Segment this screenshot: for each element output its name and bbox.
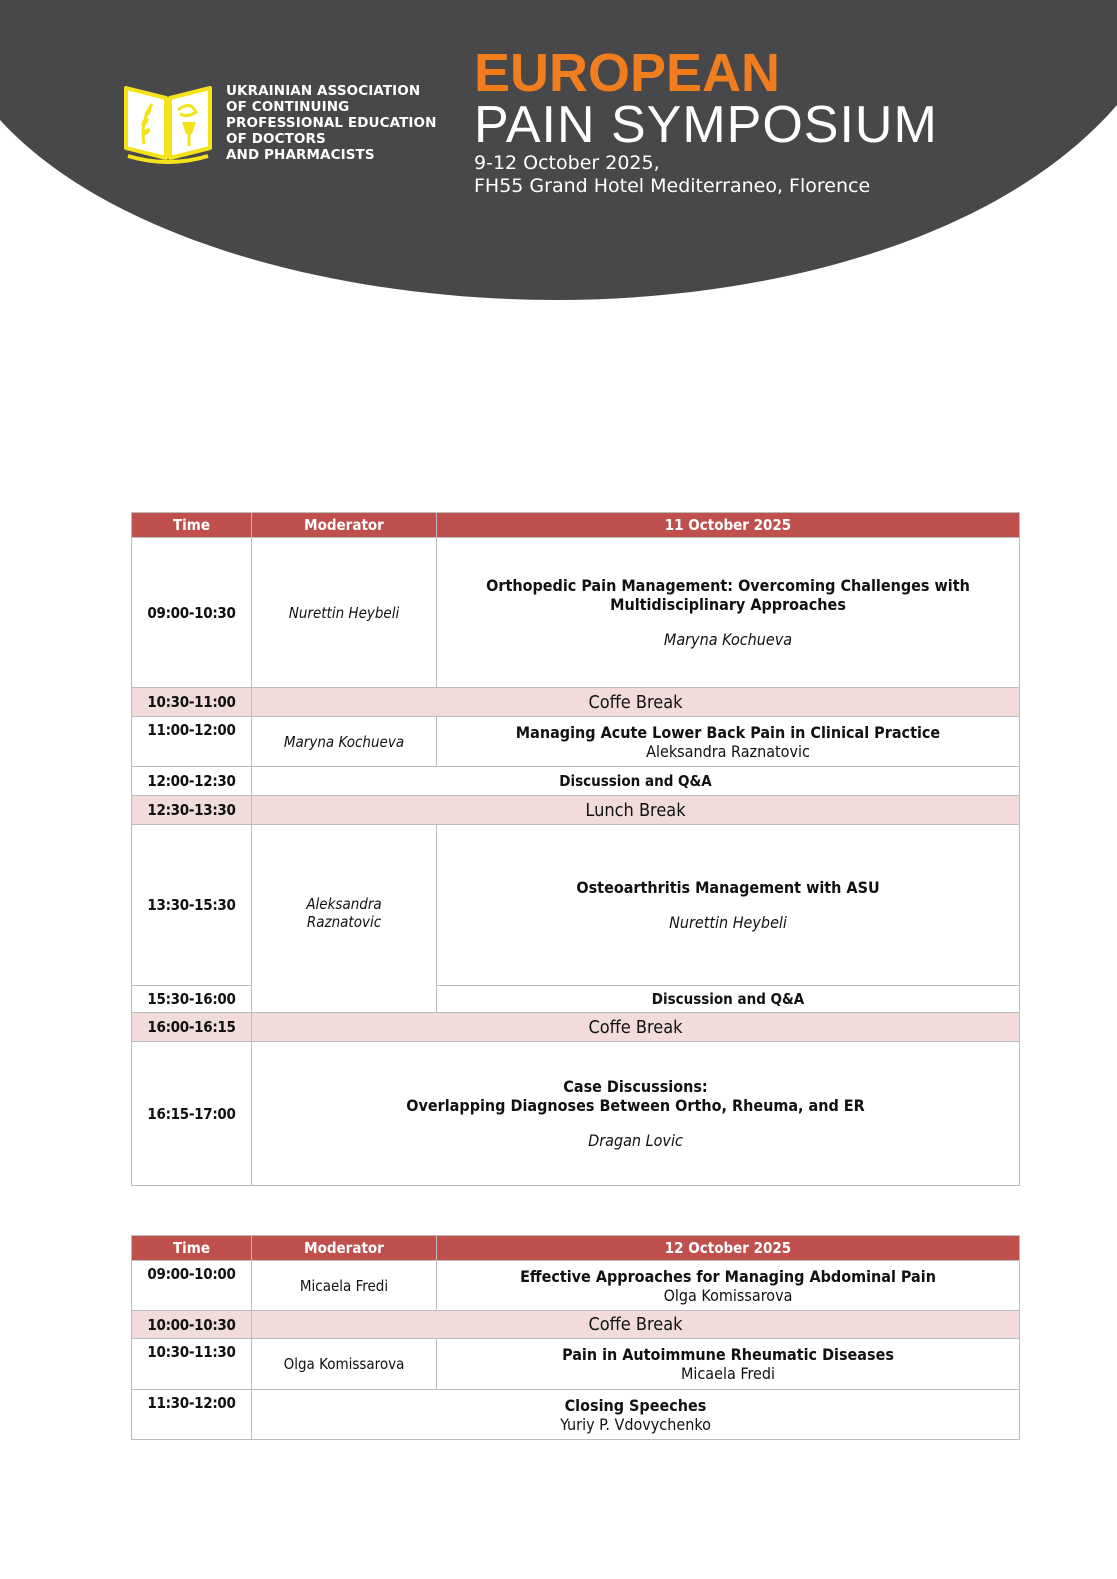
table-row [132,1013,1020,1042]
break-label: Coffe Break [252,688,1020,717]
session-time: 12:00-12:30 [132,767,252,796]
schedule-table-day1 [131,512,1020,1186]
event-dates: 9-12 October 2025, [474,152,660,174]
event-title-european: EUROPEAN [474,43,781,103]
break-label: Coffe Break [252,1013,1020,1042]
table-row [132,825,1020,986]
session-content [252,1390,1020,1440]
session-time: 09:00-10:30 [132,538,252,688]
table-header-row [132,513,1020,538]
session-content [437,825,1020,986]
session-title: Osteoarthritis Management with ASU [576,878,880,897]
org-name-line: OF DOCTORS [226,131,326,147]
moderator-line: Raznatovic [306,913,382,931]
session-time: 16:00-16:15 [132,1013,252,1042]
organization-name [226,83,437,163]
session-speaker: Micaela Fredi [680,1364,776,1383]
session-title: Effective Approaches for Managing Abdominal Pain [520,1266,936,1286]
session-time: 09:00-10:00 [132,1261,252,1311]
schedule-table-day2 [131,1235,1020,1440]
organization-block [122,82,437,164]
break-label: Lunch Break [252,796,1020,825]
session-moderator [252,825,437,1013]
table-row [132,688,1020,717]
column-header-time: Time [132,513,252,538]
table-row [132,1311,1020,1339]
session-speaker: Yuriy P. Vdovychenko [560,1414,711,1434]
session-title: Pain in Autoimmune Rheumatic Diseases [562,1345,894,1364]
column-header-moderator: Moderator [252,1236,437,1261]
column-header-date: 11 October 2025 [437,513,1020,538]
org-name-line: UKRAINIAN ASSOCIATION [226,83,421,99]
table-row [132,796,1020,825]
session-content [252,1042,1020,1186]
table-row [132,1042,1020,1186]
session-moderator: Maryna Kochueva [252,717,437,767]
session-title: Closing Speeches [564,1395,707,1415]
session-title-line: Multidisciplinary Approaches [610,595,846,614]
org-name-line: OF CONTINUING [226,99,350,115]
column-header-moderator: Moderator [252,513,437,538]
session-time: 15:30-16:00 [132,986,252,1013]
table-row [132,717,1020,767]
association-logo-icon [122,82,214,164]
session-time: 10:00-10:30 [132,1311,252,1339]
session-title-line: Overlapping Diagnoses Between Ortho, Rheuma, and ER [406,1096,865,1115]
table-row [132,1261,1020,1311]
table-header-row [132,1236,1020,1261]
session-title-line: Orthopedic Pain Management: Overcoming Challenges with [486,576,970,595]
event-title-block [474,43,938,198]
session-moderator: Micaela Fredi [252,1261,437,1311]
session-time: 13:30-15:30 [132,825,252,986]
session-time: 16:15-17:00 [132,1042,252,1186]
session-speaker: Olga Komissarova [663,1285,793,1305]
session-content [437,1261,1020,1311]
table-row [132,767,1020,796]
event-venue: FH55 Grand Hotel Mediterraneo, Florence [474,175,871,197]
session-title: Managing Acute Lower Back Pain in Clinical Practice [515,722,941,742]
table-row [132,538,1020,688]
session-time: 12:30-13:30 [132,796,252,825]
break-label: Coffe Break [252,1311,1020,1339]
discussion-label: Discussion and Q&A [437,986,1020,1013]
column-header-time: Time [132,1236,252,1261]
session-speaker: Dragan Lovic [588,1131,683,1150]
session-time: 10:30-11:30 [132,1339,252,1390]
session-time: 11:00-12:00 [132,717,252,767]
session-content [437,717,1020,767]
table-row [132,1390,1020,1440]
session-speaker: Aleksandra Raznatovic [646,741,810,761]
discussion-label: Discussion and Q&A [252,767,1020,796]
session-moderator: Nurettin Heybeli [252,538,437,688]
org-name-line: PROFESSIONAL EDUCATION [226,115,437,131]
org-name-line: AND PHARMACISTS [226,147,375,163]
session-speaker: Maryna Kochueva [663,630,793,649]
table-row [132,1339,1020,1390]
session-content [437,538,1020,688]
column-header-date: 12 October 2025 [437,1236,1020,1261]
session-time: 10:30-11:00 [132,688,252,717]
event-title-pain-symposium: PAIN SYMPOSIUM [474,96,938,154]
session-moderator: Olga Komissarova [252,1339,437,1390]
session-speaker: Nurettin Heybeli [669,913,787,932]
session-time: 11:30-12:00 [132,1390,252,1440]
moderator-line: Aleksandra [306,895,382,913]
session-title-line: Case Discussions: [563,1077,708,1096]
session-content [437,1339,1020,1390]
